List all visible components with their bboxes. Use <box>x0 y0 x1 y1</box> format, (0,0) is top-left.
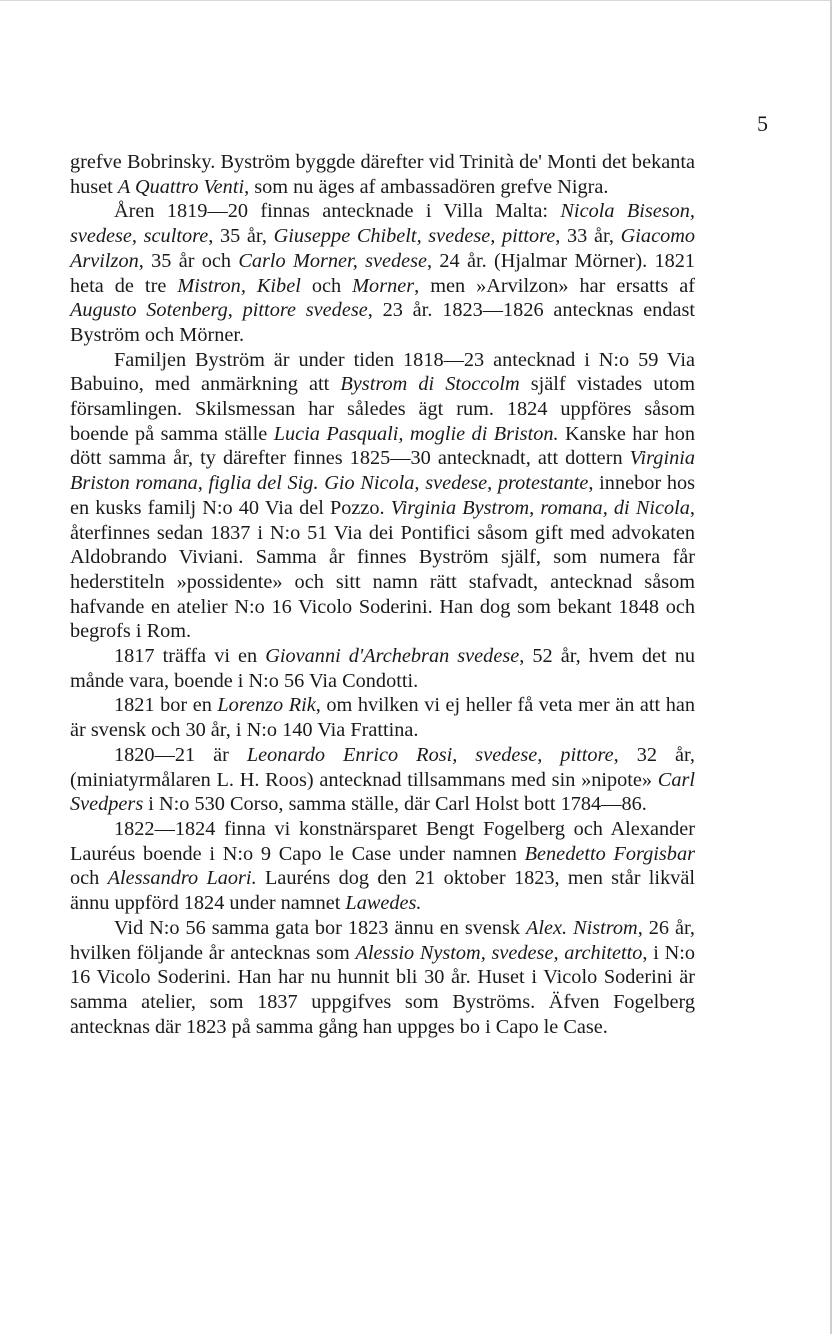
text-run: 1822—1824 finna vi konstnärsparet Bengt Fogelberg och Alexander Lauréus boende i N:o 9 Capo le Case under namnen <box>70 817 695 865</box>
italic-name: Giacomo Arvilzon <box>70 225 695 272</box>
text-run: , 33 år, <box>555 225 621 248</box>
text-run: i N:o 530 Corso, samma ställe, där Carl Holst bott 1784—86. <box>143 793 647 816</box>
paragraph <box>70 199 695 347</box>
italic-name: Alex. Nistrom <box>526 916 638 939</box>
italic-name: Lawedes. <box>345 892 422 915</box>
paragraph <box>70 150 695 199</box>
italic-name: Carl Svedpers <box>70 768 695 816</box>
italic-name: Carlo Morner, svedese <box>238 249 428 272</box>
italic-name: Augusto Sotenberg, pittore svedese <box>70 299 368 322</box>
italic-name: A Quattro Venti <box>117 175 245 198</box>
italic-name: Alessandro Laori. <box>107 867 257 890</box>
text-run: , 26 år, hvilken följande år antecknas som <box>70 916 695 964</box>
text-run: , som nu äges af ambassadören grefve Nigra. <box>244 175 609 198</box>
italic-name: Lorenzo Rik <box>217 694 316 717</box>
text-run: Lauréns dog den 21 oktober 1823, men står likväl ännu uppförd 1824 under namnet <box>70 867 695 915</box>
text-run: , i N:o 16 Vicolo Soderini. Han har nu hunnit bli 30 år. Huset i Vicolo Soderini är samma atelier, som 1837 uppgifves som Byströms. Äfven Fogelberg antecknas där 1823 på samma gång han uppges bo i Capo le Case. <box>70 941 695 1038</box>
paragraph <box>70 916 695 1040</box>
text-run: , 23 år. 1823—1826 antecknas endast Byström och Mörner. <box>70 299 695 346</box>
text-run: , om hvilken vi ej heller få veta mer än att han är svensk och 30 år, i N:o 140 Via Frattina. <box>70 694 695 742</box>
italic-name: Alessio Nystom, svedese, architetto <box>355 941 643 964</box>
italic-name: Giuseppe Chibelt, svedese, pittore <box>273 225 556 248</box>
paragraph <box>70 644 695 693</box>
text-run: 1821 bor en <box>114 694 218 717</box>
text-run: 1817 träffa vi en <box>114 645 266 668</box>
italic-name: Morner <box>352 274 415 297</box>
page-number: 5 <box>757 111 768 136</box>
text-run: , 35 år och <box>138 249 239 272</box>
italic-name: Bystrom di Stoccolm <box>340 373 520 396</box>
italic-name: Virginia Bystrom, romana, di Nicola <box>390 496 690 519</box>
italic-name: Leonardo Enrico Rosi, svedese, pittore <box>246 743 614 766</box>
text-run: , 24 år. (Hjalmar Mörner). 1821 heta de tre <box>70 249 696 297</box>
text-run: Åren 1819—20 finnas antecknade i Villa Malta: <box>114 200 561 223</box>
text-run: Vid N:o 56 samma gata bor 1823 ännu en svensk <box>114 916 527 939</box>
paragraph <box>70 348 695 644</box>
italic-name: Mistron, Kibel <box>177 274 301 297</box>
paragraph <box>70 743 695 817</box>
body-text <box>70 150 695 1039</box>
text-run: , men »Arvilzon» har ersatts af <box>414 274 695 297</box>
italic-name: Lucia Pasquali, moglie di Briston. <box>273 422 559 445</box>
text-run: Kanske har hon dött samma år, ty därefter finnes 1825—30 antecknadt, att dottern <box>70 422 695 470</box>
italic-name: Giovanni d'Archebran svedese <box>265 645 520 668</box>
paragraph <box>70 693 695 742</box>
text-run: grefve Bobrinsky. Byström byggde därefter vid Trinità de' Monti det bekanta huset <box>70 151 695 198</box>
text-run: , 35 år, <box>208 225 274 248</box>
text-run: och <box>300 274 353 297</box>
text-run: Familjen Byström är under tiden 1818—23 antecknad i N:o 59 Via Babuino, med anmärkning att <box>70 348 695 396</box>
text-run: , återfinnes sedan 1837 i N:o 51 Via dei Pontifici såsom gift med advokaten Aldobrando Viviani. Samma år finnes Byström själf, som numera får hederstiteln »possidente» och sitt namn rätt stafvadt, antecknad såsom hafvande en atelier N:o 16 Vicolo Soderini. Han dog som bekant 1848 och begrofs i Rom. <box>70 496 695 643</box>
paragraph <box>70 817 695 916</box>
text-run: och <box>70 867 108 890</box>
italic-name: Nicola Biseson, svedese, scultore <box>70 200 695 248</box>
text-run: 1820—21 är <box>114 743 247 766</box>
italic-name: Virginia Briston romana, figlia del Sig. Gio Nicola, svedese, protestante <box>70 447 695 495</box>
text-run: , innebor hos en kusks familj N:o 40 Via del Pozzo. <box>70 472 696 519</box>
text-run: själf vistades utom församlingen. Skilsmessan har således ägt rum. 1824 uppföres såsom boende på samma ställe <box>70 373 695 445</box>
text-run: , 32 år, (miniatyrmålaren L. H. Roos) antecknad tillsammans med sin »nipote» <box>70 743 695 791</box>
italic-name: Benedetto Forgisbar <box>524 842 695 865</box>
scan-top-edge <box>0 0 830 1</box>
text-run: , 52 år, hvem det nu månde vara, boende i N:o 56 Via Condotti. <box>70 645 695 692</box>
